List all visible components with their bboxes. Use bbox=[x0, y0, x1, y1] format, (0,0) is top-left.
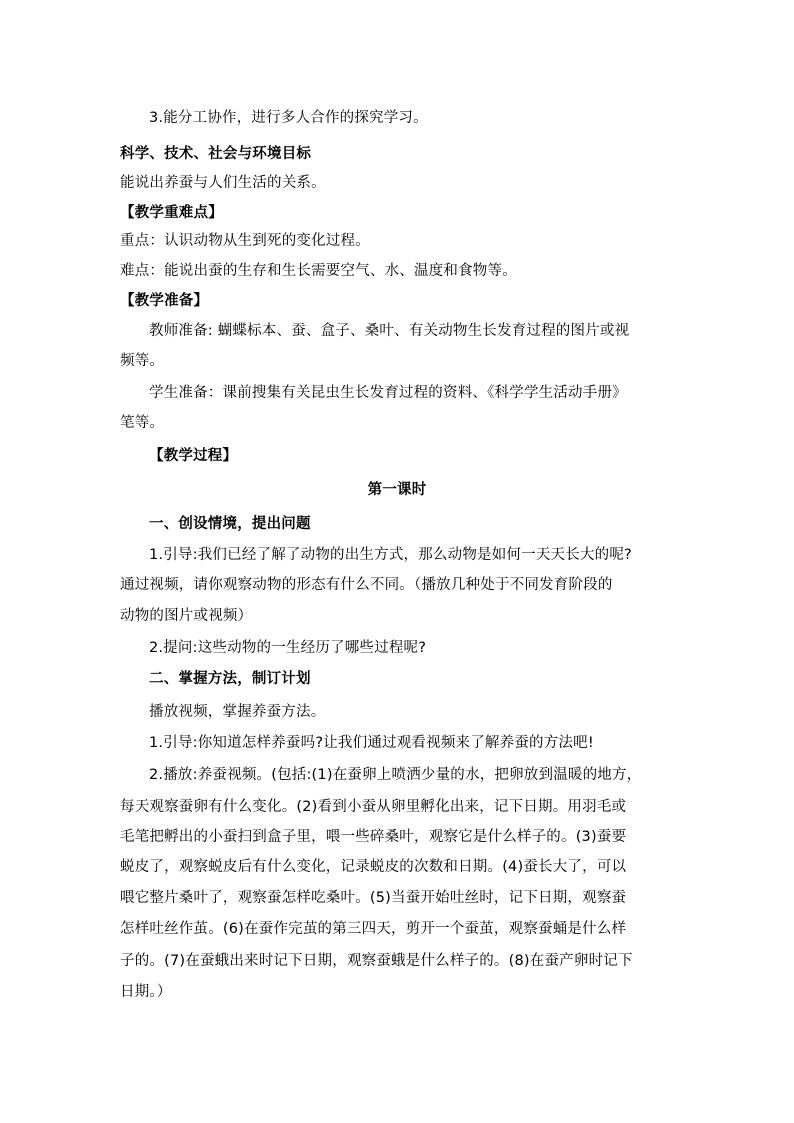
step-heading-2: 二、掌握方法，制订计划 bbox=[149, 671, 311, 687]
step2-play-line-8: 日期。） bbox=[120, 984, 172, 1000]
step1-guide-line-2: 通过视频，请你观察动物的形态有什么不同。（播放几种处于不同发育阶段的 bbox=[120, 577, 613, 593]
step-heading-1: 一、创设情境，提出问题 bbox=[149, 516, 311, 532]
step1-guide-line-3: 动物的图片或视频） bbox=[120, 608, 253, 624]
key-point-text: 重点：认识动物从生到死的变化过程。 bbox=[120, 233, 370, 249]
student-preparation-line-1: 学生准备：课前搜集有关昆虫生长发育过程的资料、《科学学生活动手册》 bbox=[149, 385, 627, 401]
section-heading-key-difficult-points: 【教学重难点】 bbox=[120, 205, 223, 221]
step2-intro: 播放视频，掌握养蚕方法。 bbox=[149, 704, 326, 720]
step2-play-line-6: 怎样吐丝作茧。(6)在蚕作完茧的第三四天，剪开一个蚕茧，观察蚕蛹是什么样 bbox=[120, 921, 627, 937]
step2-play-line-1: 2.播放:养蚕视频。(包括:(1)在蚕卵上喷洒少量的水，把卵放到温暖的地方， bbox=[149, 767, 642, 783]
step1-guide-line-1: 1.引导:我们已经了解了动物的出生方式，那么动物是如何一天天长大的呢? bbox=[149, 547, 632, 563]
step2-play-line-7: 子的。(7)在蚕蛾出来时记下日期，观察蚕蛾是什么样子的。(8)在蚕产卵时记下 bbox=[120, 953, 633, 969]
section-heading-sts-goals: 科学、技术、社会与环境目标 bbox=[120, 146, 312, 162]
objective-item-3: 3.能分工协作，进行多人合作的探究学习。 bbox=[149, 110, 428, 126]
step2-play-line-4: 蜕皮了，观察蜕皮后有什么变化，记录蜕皮的次数和日期。(4)蚕长大了，可以 bbox=[120, 859, 627, 875]
step2-play-line-3: 毛笔把孵出的小蚕扫到盒子里，喂一些碎桑叶，观察它是什么样子的。(3)蚕要 bbox=[120, 829, 627, 845]
sts-goal-text: 能说出养蚕与人们生活的关系。 bbox=[120, 175, 326, 191]
teacher-preparation-line-1: 教师准备: 蝴蝶标本、蚕、盒子、桑叶、有关动物生长发育过程的图片或视 bbox=[149, 323, 630, 339]
step2-play-line-2: 每天观察蚕卵有什么变化。(2)看到小蚕从卵里孵化出来，记下日期。用羽毛或 bbox=[120, 799, 627, 815]
teacher-preparation-line-2: 频等。 bbox=[120, 353, 165, 369]
step1-question: 2.提问:这些动物的一生经历了哪些过程呢? bbox=[149, 640, 427, 656]
step2-guide: 1.引导:你知道怎样养蚕吗?让我们通过观看视频来了解养蚕的方法吧! bbox=[149, 735, 594, 751]
difficult-point-text: 难点：能说出蚕的生存和生长需要空气、水、温度和食物等。 bbox=[120, 263, 517, 279]
section-heading-teaching-process: 【教学过程】 bbox=[149, 448, 238, 464]
lesson-title-first-period: 第一课时 bbox=[367, 482, 427, 498]
student-preparation-line-2: 笔等。 bbox=[120, 415, 165, 431]
section-heading-preparation: 【教学准备】 bbox=[120, 293, 209, 309]
step2-play-line-5: 喂它整片桑叶了，观察蚕怎样吃桑叶。(5)当蚕开始吐丝时，记下日期，观察蚕 bbox=[120, 890, 627, 906]
